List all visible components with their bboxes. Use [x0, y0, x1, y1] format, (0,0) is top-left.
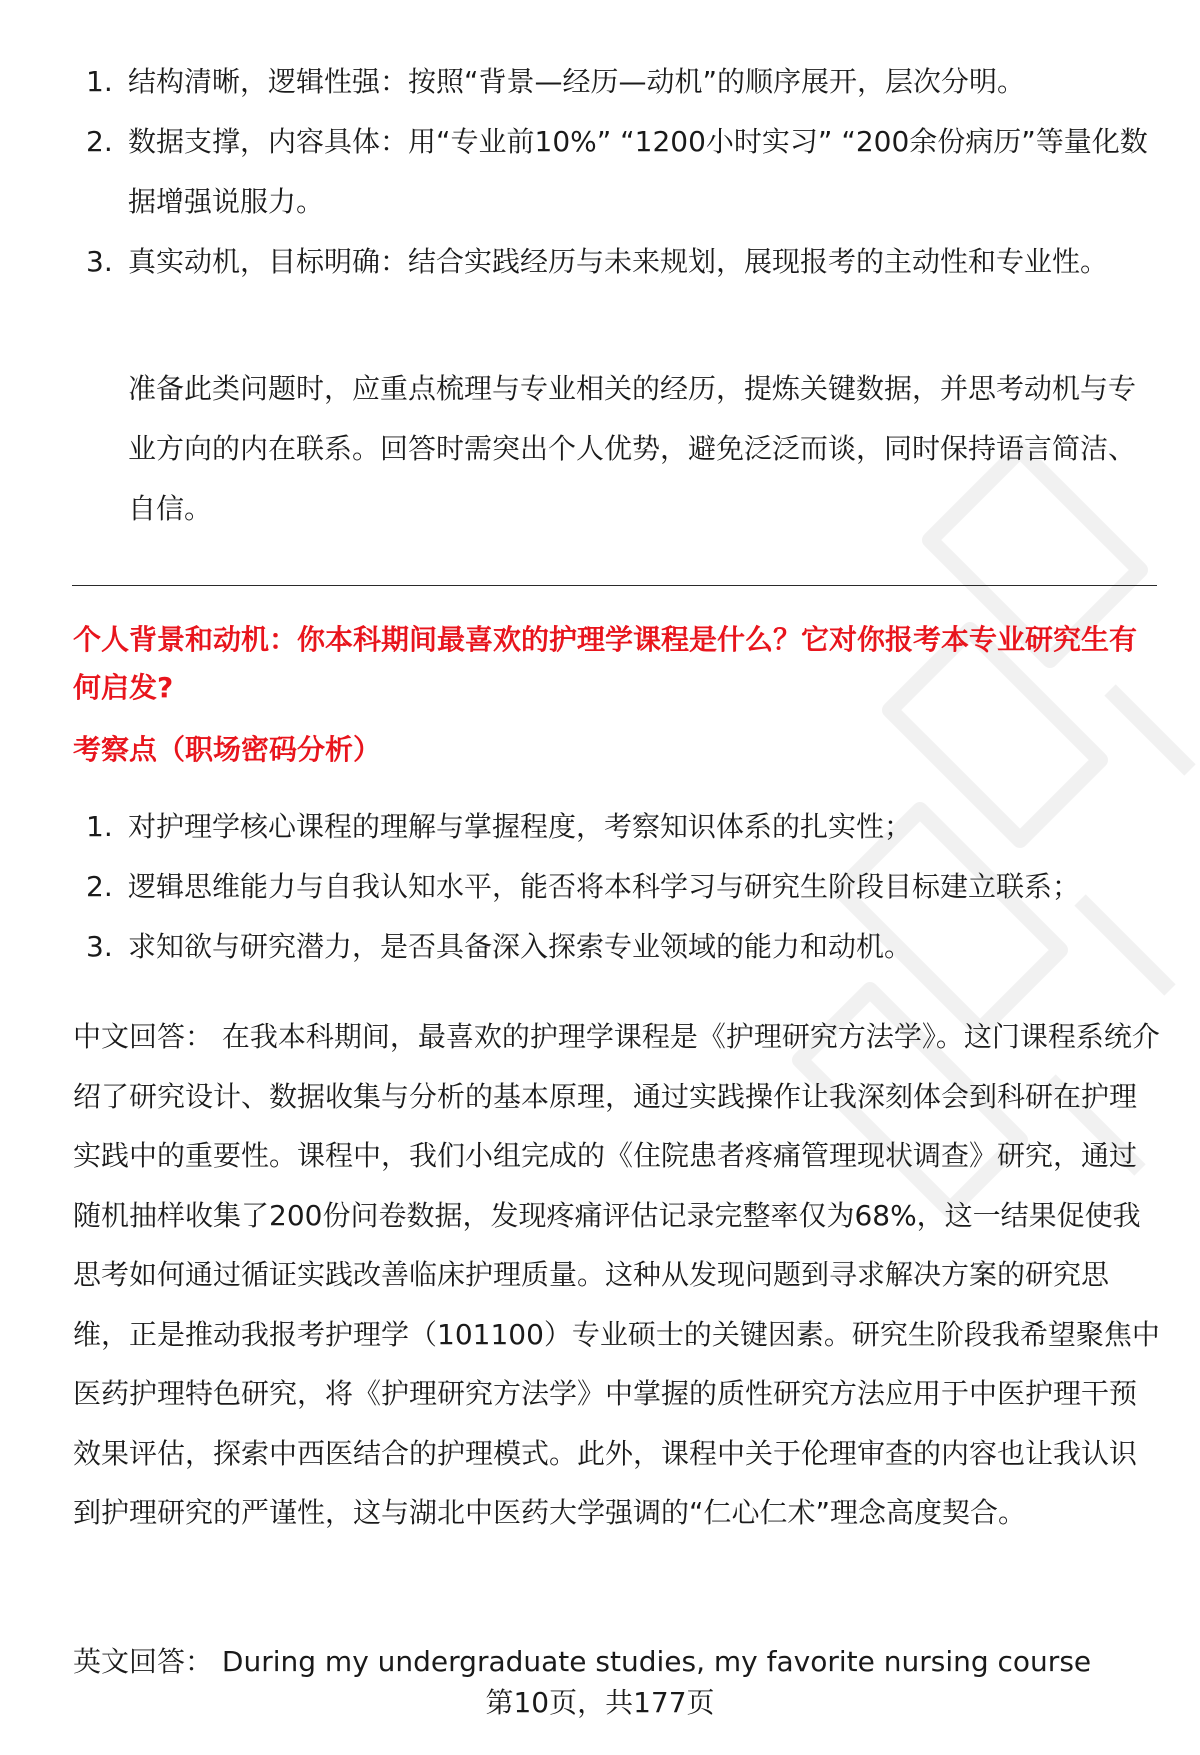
list-item-text: 对护理学核心课程的理解与掌握程度，考察知识体系的扎实性；: [128, 810, 913, 843]
list-item-text: 结构清晰，逻辑性强：按照“背景—经历—动机”的顺序展开，层次分明。: [128, 65, 1026, 98]
list-item-text: 求知欲与研究潜力，是否具备深入探索专业领域的能力和动机。: [128, 930, 913, 963]
list-number: 2.: [86, 870, 113, 903]
list-item-text: 逻辑思维能力与自我认知水平，能否将本科学习与研究生阶段目标建立联系；: [128, 870, 1081, 903]
list-item: [80, 112, 1160, 232]
list-number: 3.: [86, 930, 113, 963]
list-item: [80, 797, 1160, 857]
assessment-points-list: [80, 797, 1160, 977]
assessment-heading: 考察点（职场密码分析）: [73, 733, 382, 766]
list-item: [80, 52, 1160, 112]
advice-paragraph: 准备此类问题时，应重点梳理与专业相关的经历，提炼关键数据，并思考动机与专业方向的内在联系。回答时需突出个人优势，避免泛泛而谈，同时保持语言简洁、自信。: [128, 372, 1137, 525]
page-footer: 第10页，共177页: [485, 1686, 715, 1719]
list-item: [80, 917, 1160, 977]
list-number: 1.: [86, 810, 113, 843]
section-divider: [72, 585, 1157, 586]
question-heading: 个人背景和动机：你本科期间最喜欢的护理学课程是什么？它对你报考本专业研究生有何启发?: [73, 623, 1138, 704]
list-item: [80, 232, 1160, 292]
list-item-text: 真实动机，目标明确：结合实践经历与未来规划，展现报考的主动性和专业性。: [128, 245, 1109, 278]
list-number: 1.: [86, 65, 113, 98]
chinese-answer: 中文回答： 在我本科期间，最喜欢的护理学课程是《护理研究方法学》。这门课程系统介绍了研究设计、数据收集与分析的基本原理，通过实践操作让我深刻体会到科研在护理实践中的重要性。课程中，我们小组完成的《住院患者疼痛管理现状调查》研究，通过随机抽样收集了200份问卷数据，发现疼痛评估记录完整率仅为68%，这一结果促使我思考如何通过循证实践改善临床护理质量。这种从发现问题到寻求解决方案的研究思维，正是推动我报考护理学（101100）专业硕士的关键因素。研究生阶段我希望聚焦中医药护理特色研究，将《护理研究方法学》中掌握的质性研究方法应用于中医护理干预效果评估，探索中西医结合的护理模式。此外，课程中关于伦理审查的内容也让我认识到护理研究的严谨性，这与湖北中医药大学强调的“仁心仁术”理念高度契合。: [73, 1020, 1160, 1529]
english-answer: 英文回答： During my undergraduate studies, my favorite nursing course: [73, 1645, 1092, 1678]
list-number: 2.: [86, 125, 113, 158]
summary-points-list: [80, 52, 1160, 292]
list-number: 3.: [86, 245, 113, 278]
list-item: [80, 857, 1160, 917]
list-item-text: 数据支撑，内容具体：用“专业前10%” “1200小时实习” “200余份病历”等量化数据增强说服力。: [128, 125, 1148, 218]
